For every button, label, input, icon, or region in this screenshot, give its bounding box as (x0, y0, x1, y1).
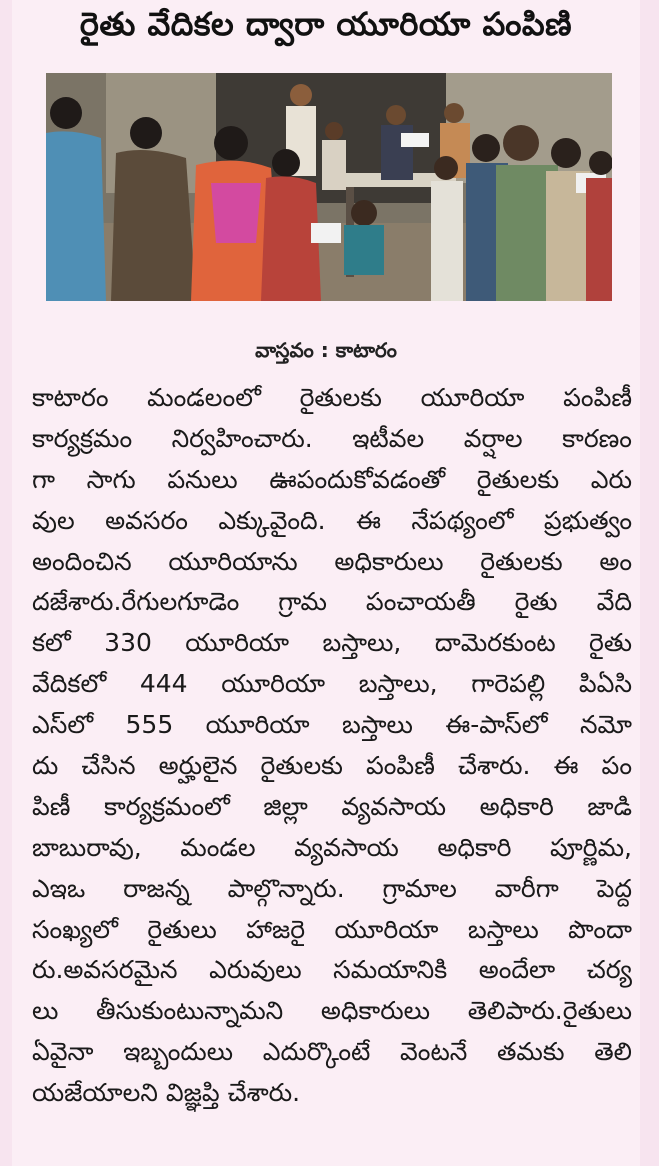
article-line: రు.అవసరమైన ఎరువులు సమయానికి అందేలా చర్య (32, 955, 632, 985)
article-line: అందించిన యూరియాను అధికారులు రైతులకు అం (32, 546, 632, 576)
article-line: యజేయాలని విజ్ఞప్తి చేశారు. (32, 1078, 301, 1108)
article-line: ఏవైనా ఇబ్బందులు ఎదుర్కొంటే వెంటనే తమకు తెలి (32, 1037, 632, 1067)
article-line: వుల అవసరం ఎక్కువైంది. ఈ నేపథ్యంలో ప్రభుత్వం (32, 505, 632, 535)
article-line: ఎస్‌లో 555 యూరియా బస్తాలు ఈ-పాస్‌లో నమో (32, 710, 632, 740)
article-line: పిణీ కార్యక్రమంలో జిల్లా వ్యవసాయ అధికారి జాడి (32, 791, 632, 821)
news-photo-illustration (46, 73, 612, 301)
headline: రైతు వేదికల ద్వారా యూరియా పంపిణి (79, 5, 573, 43)
news-clipping (12, 0, 640, 1166)
article-line: కలో 330 యూరియా బస్తాలు, దామెరకుంట రైతు (32, 628, 632, 658)
article-line: వేదికలో 444 యూరియా బస్తాలు, గారెపల్లి పిఏసి (32, 669, 632, 699)
article-line: ఎఇఒ రాజన్న పాల్గొన్నారు. గ్రామాల వారీగా పెద్ద (32, 873, 632, 903)
dateline-caption: వాస్తవం : కాటారం (255, 338, 397, 362)
article-line: దు చేసిన అర్హులైన రైతులకు పంపిణీ చేశారు. ఈ పం (32, 751, 632, 781)
article-line: బాబురావు, మండల వ్యవసాయ అధికారి పూర్ణిమ, (32, 832, 632, 862)
news-photo (46, 73, 612, 301)
article-line: కార్యక్రమం నిర్వహించారు. ఇటీవల వర్షాల కారణం (32, 423, 632, 453)
article-line: లు తీసుకుంటున్నామని అధికారులు తెలిపారు.రైతులు (32, 996, 632, 1026)
article-line: దజేశారు.రేగులగూడెం గ్రామ పంచాయతీ రైతు వేది (32, 587, 632, 617)
article-line: గా సాగు పనులు ఊపందుకోవడంతో రైతులకు ఎరు (32, 464, 632, 494)
article-line: కాటారం మండలంలో రైతులకు యూరియా పంపిణీ (32, 383, 632, 412)
article-body (32, 378, 632, 1114)
article-line: సంఖ్యలో రైతులు హాజరై యూరియా బస్తాలు పొందా (32, 914, 632, 944)
